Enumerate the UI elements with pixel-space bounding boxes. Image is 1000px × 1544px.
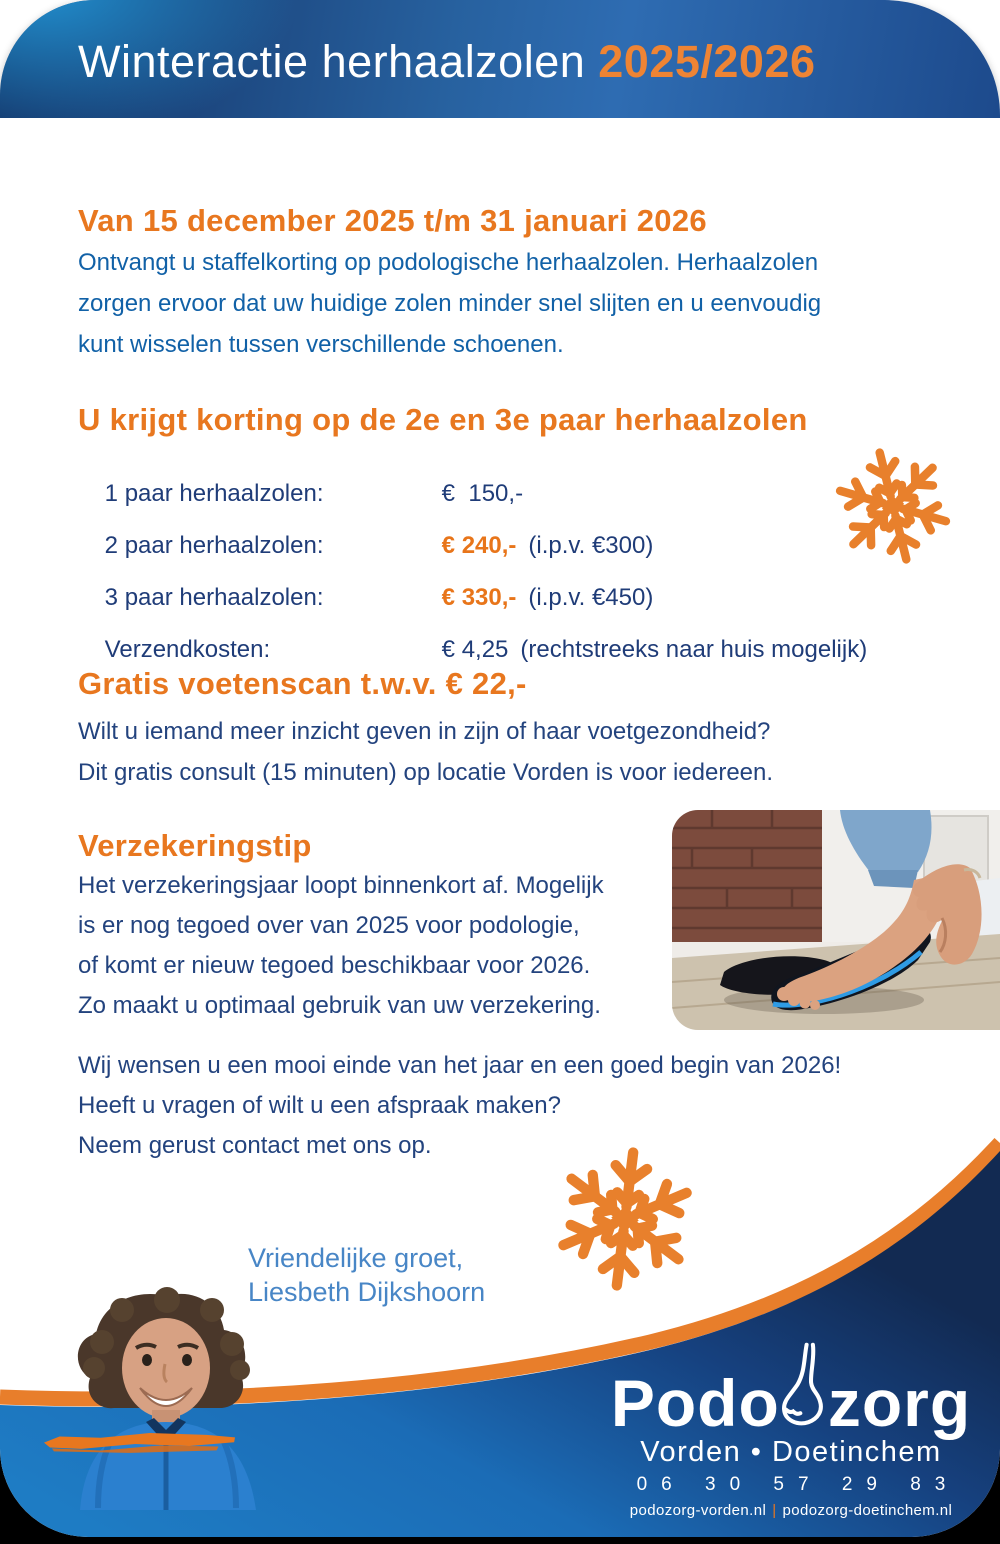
- logo-text-podo: Podo: [610, 1366, 780, 1440]
- brush-stroke: [42, 1425, 238, 1455]
- header-banner: [0, 0, 1000, 118]
- price-value: € 330,-: [441, 584, 517, 611]
- podozorg-logo: [605, 1340, 977, 1440]
- text-line: Dit gratis consult (15 minuten) op locatie Vorden is voor iedereen.: [78, 759, 774, 786]
- website-links: [585, 1502, 997, 1519]
- text-line: Neem gerust contact met ons op.: [78, 1132, 432, 1159]
- text-line: Heeft u vragen of wilt u een afspraak maken?: [78, 1092, 561, 1119]
- price-value: € 240,-: [441, 532, 517, 559]
- logo-locations: Vorden • Doetinchem: [640, 1436, 942, 1468]
- text-line: Het verzekeringsjaar loopt binnenkort af. Mogelijk: [78, 872, 604, 899]
- text-line: of komt er nieuw tegoed beschikbaar voor 2026.: [78, 952, 591, 979]
- price-note: (rechtstreeks naar huis mogelijk): [520, 636, 868, 663]
- phone-number: 06 30 57 29 83: [636, 1474, 960, 1495]
- signature-line: Vriendelijke groet,: [248, 1243, 464, 1273]
- liesbeth-portrait: [52, 1284, 287, 1510]
- text-line: Wij wensen u een mooi einde van het jaar en een goed begin van 2026!: [78, 1052, 842, 1079]
- price-note: (i.p.v. €450): [528, 584, 654, 611]
- page-title-season: 2025/2026: [598, 36, 816, 87]
- section-heading-voetenscan: Gratis voetenscan t.w.v. € 22,-: [78, 666, 527, 701]
- page-title-text: Winteractie herhaalzolen: [78, 36, 599, 87]
- price-value: € 150,-: [441, 480, 524, 507]
- text-line: Zo maakt u optimaal gebruik van uw verzekering.: [78, 992, 601, 1019]
- snowflake-icon: [820, 433, 965, 578]
- foot-icon: [776, 1336, 830, 1440]
- price-label: 3 paar herhaalzolen:: [104, 584, 324, 611]
- website-doetinchem: podozorg-doetinchem.nl: [782, 1502, 953, 1519]
- signature-line: Liesbeth Dijkshoorn: [248, 1277, 486, 1307]
- insole-photo: [672, 810, 1000, 1030]
- text-line: Ontvangt u staffelkorting op podologische herhaalzolen. Herhaalzolen: [78, 249, 819, 276]
- text-line: zorgen ervoor dat uw huidige zolen minder snel slijten en u eenvoudig: [78, 290, 822, 317]
- logo-text-zorg: zorg: [827, 1366, 972, 1440]
- price-note: (i.p.v. €300): [528, 532, 654, 559]
- text-line: Wilt u iemand meer inzicht geven in zijn of haar voetgezondheid?: [78, 718, 771, 745]
- section-heading-verzekeringstip: Verzekeringstip: [78, 828, 312, 863]
- price-value: € 4,25: [441, 636, 509, 663]
- page-title: [78, 36, 816, 88]
- text-line: kunt wisselen tussen verschillende schoenen.: [78, 331, 564, 358]
- price-label: 1 paar herhaalzolen:: [104, 480, 324, 507]
- section-heading-period: Van 15 december 2025 t/m 31 januari 2026: [78, 203, 707, 238]
- website-vorden: podozorg-vorden.nl: [629, 1502, 767, 1519]
- insole-photo-illustration: [672, 810, 1000, 1030]
- text-line: is er nog tegoed over van 2025 voor podologie,: [78, 912, 580, 939]
- section-heading-discount: U krijgt korting op de 2e en 3e paar herhaalzolen: [78, 402, 808, 437]
- price-label: Verzendkosten:: [104, 636, 271, 663]
- price-label: 2 paar herhaalzolen:: [104, 532, 324, 559]
- website-separator: |: [772, 1502, 777, 1519]
